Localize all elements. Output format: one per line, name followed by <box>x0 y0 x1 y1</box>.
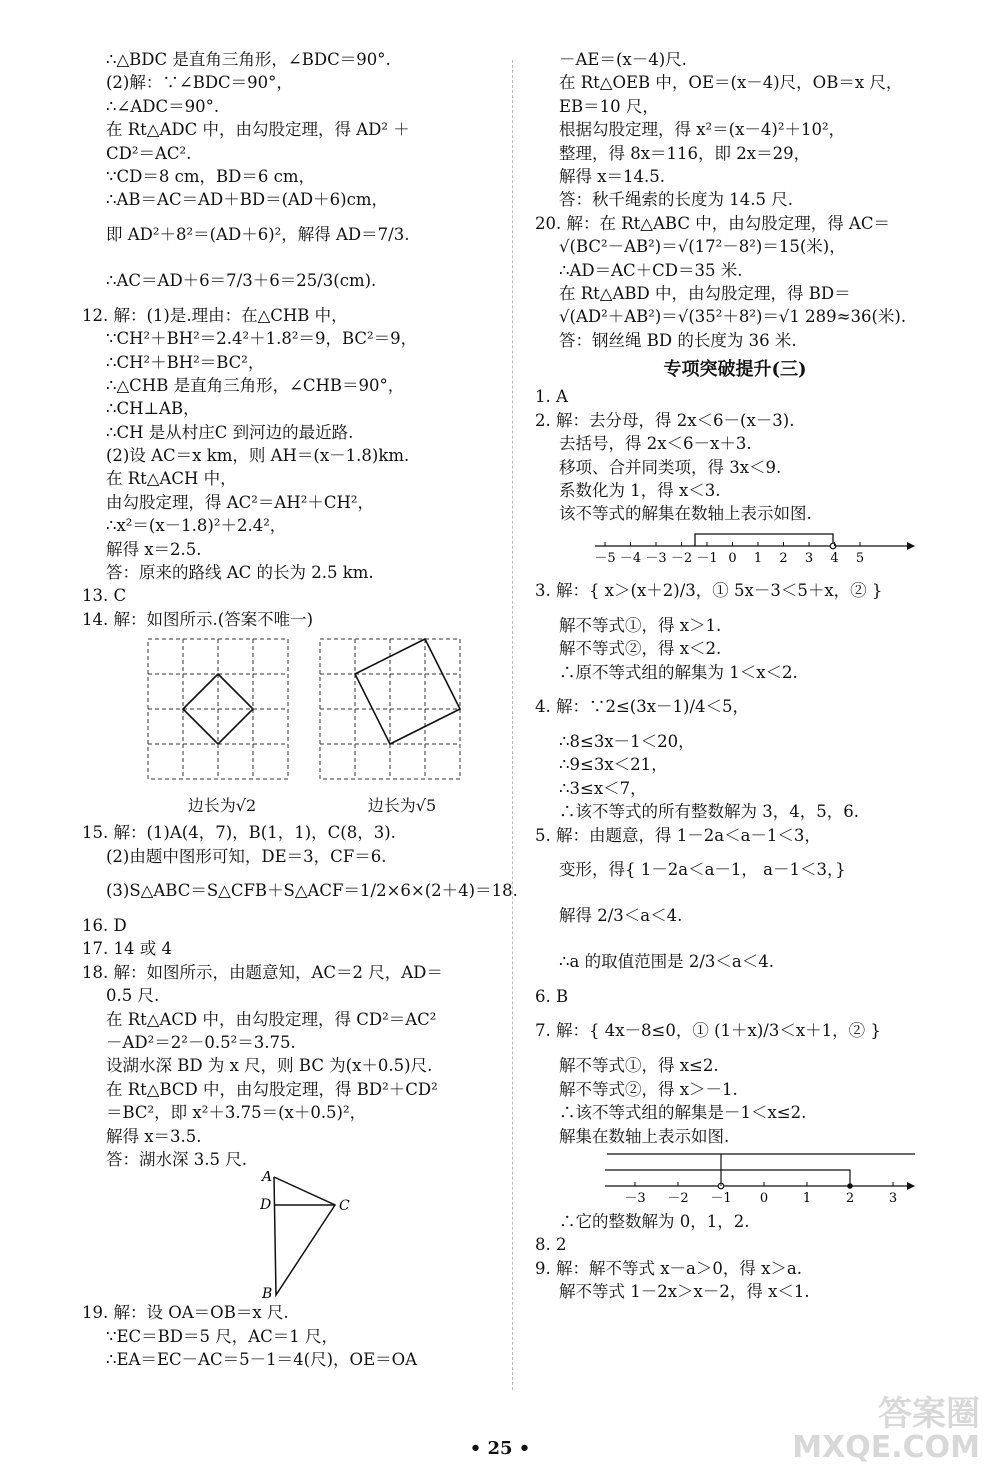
text-line: 在 Rt△ACD 中，由勾股定理，得 CD²＝AC² <box>106 1009 437 1029</box>
number-line-1 <box>535 526 935 568</box>
text-line: 即 AD²＋8²＝(AD＋6)²，解得 AD＝7/3. <box>106 224 410 244</box>
text-line: ∴9≤3x＜21， <box>559 755 668 775</box>
left-column <box>82 48 518 1371</box>
text-line: ∴它的整数解为 0，1，2. <box>559 1211 750 1231</box>
column-divider <box>512 60 513 1390</box>
text-line: ∴AB＝AC＝AD＋BD＝(AD＋6)cm， <box>106 190 388 210</box>
tick-label: 1 <box>753 550 763 566</box>
text-line: (2)由题中图形可知，DE＝3，CF＝6. <box>106 846 387 866</box>
text-line: 解得 x＝14.5. <box>559 166 666 186</box>
text-line: 答：湖水深 3.5 尺. <box>106 1149 247 1169</box>
tick-label: 2 <box>779 550 788 566</box>
tick-label: 0 <box>728 550 737 566</box>
question-8: 8. 2 <box>535 1235 567 1255</box>
question-16: 16. D <box>82 915 127 935</box>
text-line: 解得 2/3＜a＜4. <box>559 905 683 925</box>
tick-label: 5 <box>855 550 865 566</box>
text-line: 在 Rt△ADC 中，由勾股定理，得 AD² ＋ <box>106 120 410 140</box>
text-line: ∵CH²＋BH²＝2.4²＋1.8²＝9，BC²＝9， <box>106 329 418 349</box>
label-c: C <box>339 1198 350 1215</box>
text-line: 该不等式的解集在数轴上表示如图. <box>559 504 812 524</box>
text-line: ∴a 的取值范围是 2/3＜a＜4. <box>559 951 774 971</box>
text-line: 解不等式②，得 x＞－1. <box>559 1079 738 1099</box>
text-line: ∴该不等式的所有整数解为 3，4，5，6. <box>559 802 859 822</box>
text-line: 在 Rt△ACH 中， <box>106 469 237 489</box>
text-line: 解得 x＝3.5. <box>106 1126 202 1146</box>
text-line: 在 Rt△BCD 中，由勾股定理，得 BD²＋CD² <box>106 1079 438 1099</box>
tick-label: －2 <box>667 1190 689 1206</box>
question-5: 5. 解：由题意，得 1－2a＜a－1＜3， <box>535 825 821 845</box>
text-line: 解集在数轴上表示如图. <box>559 1126 730 1146</box>
text-line: EB＝10 尺， <box>559 96 659 116</box>
tick-label: 2 <box>845 1190 855 1206</box>
text-line: √(BC²－AB²)＝√(17²－8²)＝15(米)， <box>559 237 846 257</box>
watermark-line2: MXQE.COM <box>792 1430 980 1465</box>
text-line: ∴∠ADC＝90°. <box>106 96 220 116</box>
text-line: 答：原来的路线 AC 的长为 2.5 km. <box>106 563 374 583</box>
section-heading: 专项突破提升(三) <box>663 359 807 381</box>
text-line: 在 Rt△OEB 中，OE＝(x－4)尺，OB＝x 尺， <box>559 73 903 93</box>
text-line: 答：秋千绳索的长度为 14.5 尺. <box>559 190 793 210</box>
question-3: 3. 解：{ x＞(x＋2)/3，① 5x－3＜5＋x，② } <box>535 580 883 600</box>
question-14: 14. 解：如图所示.(答案不唯一) <box>82 609 314 629</box>
text-line: ∴AD＝AC＋CD＝35 米. <box>559 260 743 280</box>
text-line: CD²＝AC². <box>106 143 192 163</box>
text-line: √(AD²＋AB²)＝√(35²＋8²)＝√1 289≈36(米). <box>559 307 907 327</box>
caption-sqrt5: 边长为√5 <box>367 796 437 816</box>
tick-label: －1 <box>710 1190 732 1206</box>
tick-label: 3 <box>888 1190 898 1206</box>
tick-label: －3 <box>624 1190 646 1206</box>
text-line: ＝BC²，即 x²＋3.75＝(x＋0.5)²， <box>106 1103 367 1123</box>
caption-sqrt2: 边长为√2 <box>187 796 257 816</box>
text-line: 设湖水深 BD 为 x 尺，则 BC 为(x＋0.5)尺. <box>106 1056 433 1076</box>
text-line: (2)解：∵∠BDC＝90°， <box>106 73 293 93</box>
question-19: 19. 解：设 OA＝OB＝x 尺. <box>82 1303 289 1323</box>
text-line: －AD²＝2²－0.5²＝3.75. <box>106 1032 296 1052</box>
text-line: 答：钢丝绳 BD 的长度为 36 米. <box>559 330 797 350</box>
text-line: 解不等式①，得 x＞1. <box>559 615 722 635</box>
question-2: 2. 解：去分母，得 2x＜6－(x－3). <box>535 410 795 430</box>
triangle-lines <box>274 1177 335 1295</box>
triangle-figure <box>82 1171 502 1301</box>
text-line: ∴AC＝AD＋6＝7/3＋6＝25/3(cm). <box>106 270 377 290</box>
watermark-line1: 答案圈 <box>878 1394 980 1434</box>
text-line: 去括号，得 2x＜6－x＋3. <box>559 434 752 454</box>
text-line: 移项、合并同类项，得 3x＜9. <box>559 457 782 477</box>
text-line: ∴3≤x＜7， <box>559 778 647 798</box>
tick-label: －5 <box>594 550 616 566</box>
tick-label: 3 <box>804 550 814 566</box>
page-number: • 25 • <box>469 1438 531 1459</box>
question-13: 13. C <box>82 586 127 606</box>
grid-sqrt5 <box>320 639 460 779</box>
tick-label: 0 <box>759 1190 769 1206</box>
text-line: 由勾股定理，得 AC²＝AH²＋CH²， <box>106 492 374 512</box>
solution-bracket-1 <box>695 534 833 546</box>
question-15: 15. 解：(1)A(4，7)，B(1，1)，C(8，3). <box>82 823 396 843</box>
text-line: 解不等式 1－2x＞x－2，得 x＜1. <box>559 1282 810 1302</box>
text-line: ∴x²＝(x－1.8)²＋2.4²， <box>106 516 287 536</box>
text-line: 系数化为 1，得 x＜3. <box>559 481 721 501</box>
text-line: ∴CH²＋BH²＝BC²， <box>106 352 265 372</box>
tick-label: 4 <box>830 550 839 566</box>
question-17: 17. 14 或 4 <box>82 939 172 959</box>
question-20: 20. 解：在 Rt△ABC 中，由勾股定理，得 AC＝ <box>535 213 890 233</box>
text-line: 解不等式①，得 x≤2. <box>559 1056 719 1076</box>
text-line: 0.5 尺. <box>106 986 160 1006</box>
text-line: ∴8≤3x－1＜20， <box>559 732 695 751</box>
text-line: ∵EC＝BD＝5 尺，AC＝1 尺， <box>106 1326 339 1346</box>
question-9: 9. 解：解不等式 x－a＞0，得 x＞a. <box>535 1258 803 1278</box>
text-line: ∴△CHB 是直角三角形，∠CHB＝90°， <box>106 375 405 395</box>
watermark <box>792 1394 980 1465</box>
question-1: 1. A <box>535 387 568 407</box>
grid-figures <box>82 631 502 791</box>
text-line: 变形，得{ 1－2a＜a－1， a－1＜3，} <box>559 859 846 879</box>
text-line: ∴CH 是从村庄C 到河边的最近路. <box>106 422 354 442</box>
question-4: 4. 解：∵2≤(3x－1)/4＜5， <box>535 697 750 716</box>
tick-label: －3 <box>645 550 667 566</box>
question-7: 7. 解：{ 4x－8≤0，① (1＋x)/3＜x＋1，② } <box>535 1021 881 1041</box>
text-line: ∴该不等式组的解集是－1＜x≤2. <box>559 1103 807 1123</box>
square-sqrt5 <box>355 639 460 744</box>
text-line: ∴EA＝EC－AC＝5－1＝4(尺)，OE＝OA <box>106 1350 418 1370</box>
text-line: (3)S△ABC＝S△CFB＋S△ACF＝1/2×6×(2＋4)＝18. <box>106 880 518 900</box>
solution-line-le-2 <box>605 1170 850 1186</box>
right-column <box>535 48 935 1303</box>
text-line: 在 Rt△ABD 中，由勾股定理，得 BD＝ <box>559 283 851 303</box>
text-line: ∴△BDC 是直角三角形，∠BDC＝90°. <box>106 50 391 69</box>
question-6: 6. B <box>535 986 569 1006</box>
question-18: 18. 解：如图所示，由题意知，AC＝2 尺，AD＝ <box>82 962 443 982</box>
number-line-2 <box>535 1148 935 1210</box>
text-line: 根据勾股定理，得 x²＝(x－4)²＋10²， <box>559 120 846 140</box>
text-line: ∴CH⊥AB， <box>106 399 200 419</box>
text-line: ∴原不等式组的解集为 1＜x＜2. <box>559 662 798 682</box>
grid-sqrt2 <box>148 639 288 779</box>
question-12: 12. 解：(1)是.理由：在△CHB 中， <box>82 305 348 325</box>
text-line: 解不等式②，得 x＜2. <box>559 639 722 659</box>
label-d: D <box>260 1197 272 1214</box>
tick-label: 1 <box>802 1190 812 1206</box>
label-b: B <box>262 1286 273 1302</box>
grid-captions <box>82 791 502 821</box>
label-a: A <box>262 1171 273 1186</box>
text-line: (2)设 AC＝x km，则 AH＝(x－1.8)km. <box>106 446 410 466</box>
text-line: 解得 x＝2.5. <box>106 539 202 559</box>
tick-label: －1 <box>696 550 718 566</box>
text-line: 整理，得 8x＝116，即 2x＝29， <box>559 143 811 163</box>
text-line: －AE＝(x－4)尺. <box>559 50 687 69</box>
tick-label: －2 <box>670 550 693 566</box>
tick-label: －4 <box>619 550 642 566</box>
text-line: ∵CD＝8 cm，BD＝6 cm， <box>106 166 315 186</box>
